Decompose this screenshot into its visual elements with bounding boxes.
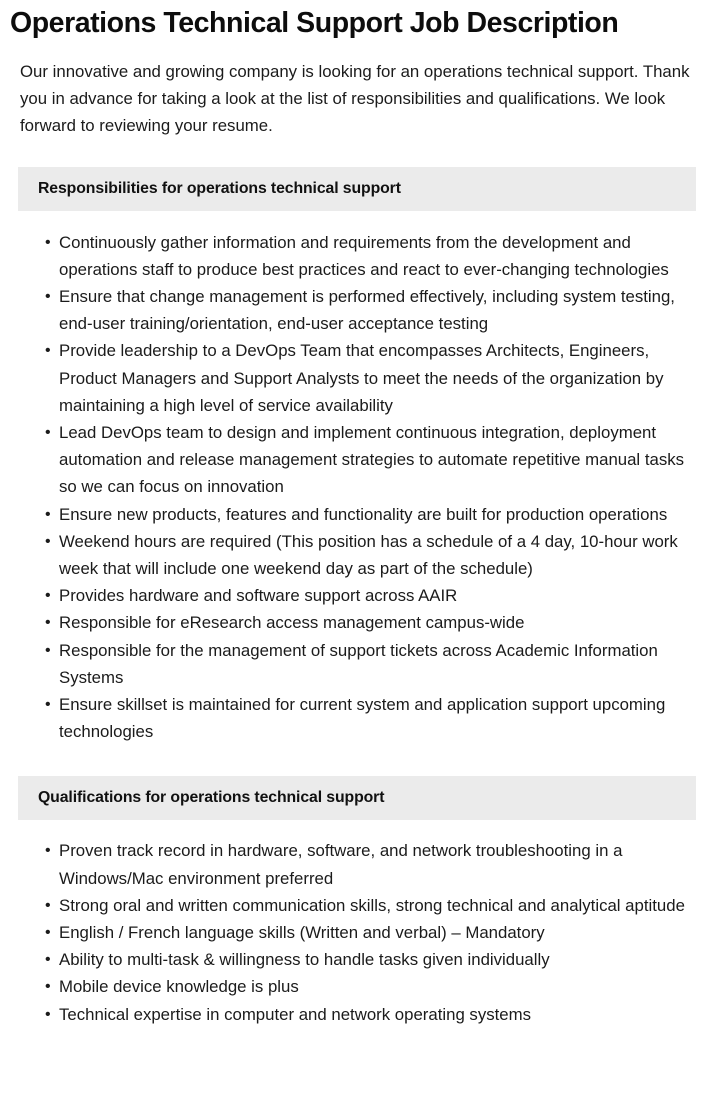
list-item: • Provides hardware and software support across AAIR — [59, 582, 698, 609]
list-item: • Ability to multi-task & willingness to handle tasks given individually — [59, 946, 698, 973]
list-item: • Mobile device knowledge is plus — [59, 973, 698, 1000]
list-item: • English / French language skills (Written and verbal) – Mandatory — [59, 919, 698, 946]
list-item: • Responsible for eResearch access management campus-wide — [59, 609, 698, 636]
list-item: • Lead DevOps team to design and implement continuous integration, deployment automation and release management strategies to automate repetitive manual tasks so we can focus on innovation — [59, 419, 698, 501]
list-item: • Technical expertise in computer and network operating systems — [59, 1001, 698, 1028]
page-title: Operations Technical Support Job Description — [10, 7, 619, 39]
list-item: • Provide leadership to a DevOps Team that encompasses Architects, Engineers, Product Managers and Support Analysts to meet the needs of the organization by maintaining a high level of service availability — [59, 337, 698, 419]
list-item: • Ensure skillset is maintained for current system and application support upcoming technologies — [59, 691, 698, 745]
list-item: • Proven track record in hardware, software, and network troubleshooting in a Windows/Mac environment preferred — [59, 837, 698, 891]
section-heading-qualifications: Qualifications for operations technical support — [18, 776, 696, 820]
section-heading-responsibilities: Responsibilities for operations technical support — [18, 167, 696, 211]
qualifications-list — [0, 837, 720, 1027]
list-item: • Weekend hours are required (This position has a schedule of a 4 day, 10-hour work week that will include one weekend day as part of the schedule) — [59, 528, 698, 582]
responsibilities-list — [0, 229, 720, 746]
list-item: • Strong oral and written communication skills, strong technical and analytical aptitude — [59, 892, 698, 919]
list-item: • Continuously gather information and requirements from the development and operations staff to produce best practices and react to ever-changing technologies — [59, 229, 698, 283]
list-item: • Responsible for the management of support tickets across Academic Information Systems — [59, 637, 698, 691]
page-bottom-spacer — [0, 1028, 720, 1056]
intro-paragraph: Our innovative and growing company is looking for an operations technical support. Thank you in advance for taking a look at the list of responsibilities and qualifications. We look forward to reviewing your resume. — [20, 62, 690, 136]
list-item: • Ensure new products, features and functionality are built for production operations — [59, 501, 698, 528]
list-item: • Ensure that change management is performed effectively, including system testing, end-user training/orientation, end-user acceptance testing — [59, 283, 698, 337]
